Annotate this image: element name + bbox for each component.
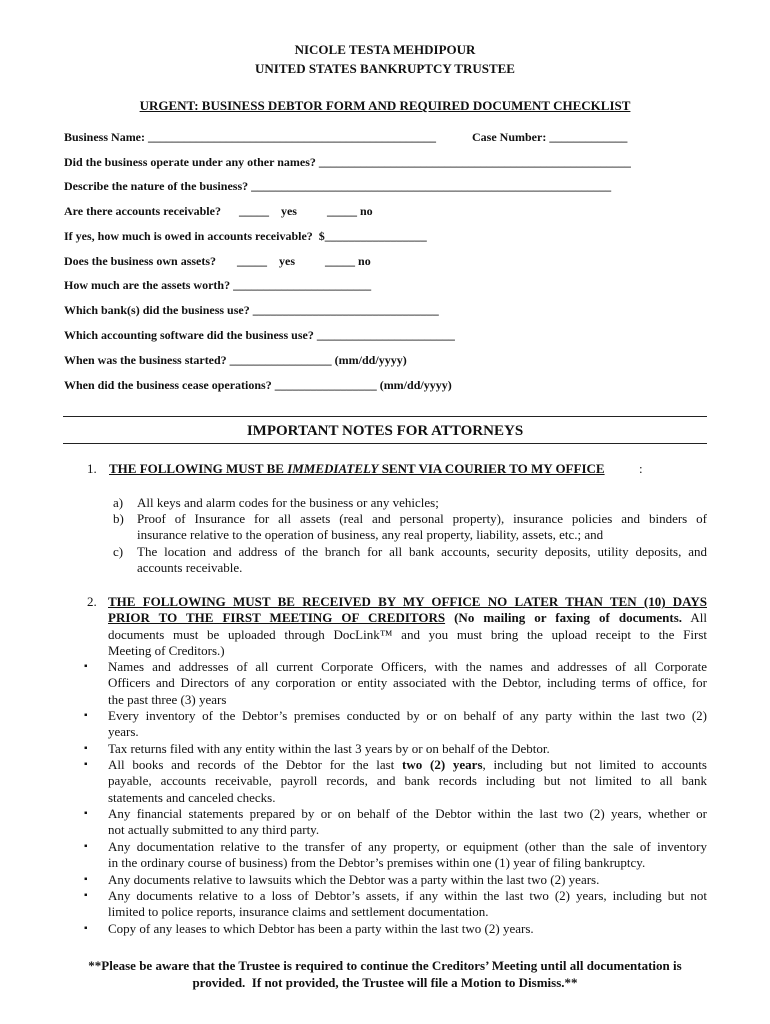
item-c-text: The location and address of the branch for all bank accounts, security deposits, utility deposits, and accounts receivable. [137,544,707,576]
item-b-label: b) [113,511,124,526]
bullet-marker: ▪ [84,890,88,901]
item-c-label: c) [113,544,124,559]
business-name-field[interactable]: Business Name: ________________________________________________ [64,130,437,144]
section-2-heading: THE FOLLOWING MUST BE RECEIVED BY MY OFFICE NO LATER THAN TEN (10) DAYS PRIOR TO THE FIRST MEETING OF CREDITORS (No mailing or faxing of documents. All documents must be uploaded through DocLink™ and you must bring the upload receipt to the First Meeting of Creditors.) [108,594,707,659]
bullet-marker: ▪ [84,841,88,852]
bullet-leases: Copy of any leases to which Debtor has been a party within the last two (2) years. [108,921,534,936]
bullet-marker: ▪ [84,923,88,934]
accounting-software-field[interactable]: Which accounting software did the business use? _______________________ [64,328,455,342]
bullet-lawsuits: Any documents relative to lawsuits which the Debtor was a party within the last two (2) years. [108,872,600,887]
bullet-corporate-officers: Names and addresses of all current Corporate Officers, with the names and addresses of all Corporate Officers and Directors of any corporation or entity associated with the Debtor, including terms of office, for the past three (3) years [108,659,707,707]
trustee-role: UNITED STATES BANKRUPTCY TRUSTEE [255,61,515,76]
bullet-books-records: All books and records of the Debtor for the last two (2) years, including but not limited to accounts payable, accounts receivable, payroll records, and bank records including but not limited to all bank statements and canceled checks. [108,757,707,805]
item-b-text: Proof of Insurance for all assets (real and personal property), insurance policies and binders of insurance relative to the operation of business, any real property, liability, assets, etc.; and [137,511,707,543]
item-a-text: All keys and alarm codes for the business or any vehicles; [137,495,439,510]
bullet-inventory: Every inventory of the Debtor’s premises conducted by or on behalf of any party within the last two (2) years. [108,708,707,740]
bullet-marker: ▪ [84,874,88,885]
accounts-receivable-field[interactable]: Are there accounts receivable? _____ yes _____ no [64,204,373,218]
footer-warning: **Please be aware that the Trustee is required to continue the Creditors’ Meeting until all documentation is provided. If not provided, the Trustee will file a Motion to Dismiss.** [88,958,682,990]
case-number-field[interactable]: Case Number: _____________ [472,130,628,144]
business-nature-field[interactable]: Describe the nature of the business? ____________________________________________________________ [64,179,612,193]
form-title: URGENT: BUSINESS DEBTOR FORM AND REQUIRED DOCUMENT CHECKLIST [139,98,631,113]
divider-top [63,416,707,417]
bullet-marker: ▪ [84,661,88,672]
divider-bottom [63,443,707,444]
other-names-field[interactable]: Did the business operate under any other names? ____________________________________________________ [64,155,631,169]
bullet-marker: ▪ [84,710,88,721]
assets-worth-field[interactable]: How much are the assets worth? _______________________ [64,278,372,292]
section-1-number: 1. [87,461,97,476]
business-started-field[interactable]: When was the business started? _________________ (mm/dd/yyyy) [64,353,407,367]
section-2-number: 2. [87,594,97,609]
bullet-marker: ▪ [84,743,88,754]
section-1-heading: THE FOLLOWING MUST BE IMMEDIATELY SENT VIA COURIER TO MY OFFICE [109,461,605,476]
bullet-marker: ▪ [84,808,88,819]
amount-owed-field[interactable]: If yes, how much is owed in accounts receivable? $_________________ [64,229,427,243]
bullet-marker: ▪ [84,759,88,770]
bullet-property-transfer: Any documentation relative to the transfer of any property, or equipment (other than the sale of inventory in the ordinary course of business) from the Debtor’s premises within one (1) year of filing bankruptcy. [108,839,707,871]
bullet-tax-returns: Tax returns filed with any entity within the last 3 years by or on behalf of the Debtor. [108,741,550,756]
bullet-asset-loss: Any documents relative to a loss of Debtor’s assets, if any within the last two (2) years, including but not limited to police reports, insurance claims and settlement documentation. [108,888,707,920]
section-1-heading-colon: : [639,461,643,476]
business-ceased-field[interactable]: When did the business cease operations? _________________ (mm/dd/yyyy) [64,378,452,392]
owns-assets-field[interactable]: Does the business own assets? _____ yes _____ no [64,254,371,268]
trustee-name: NICOLE TESTA MEHDIPOUR [294,42,476,57]
item-a-label: a) [113,495,124,510]
banks-used-field[interactable]: Which bank(s) did the business use? _______________________________ [64,303,439,317]
notes-title: IMPORTANT NOTES FOR ATTORNEYS [246,423,524,439]
bullet-financial-statements: Any financial statements prepared by or on behalf of the Debtor within the last two (2) years, whether or not actually submitted to any third party. [108,806,707,838]
